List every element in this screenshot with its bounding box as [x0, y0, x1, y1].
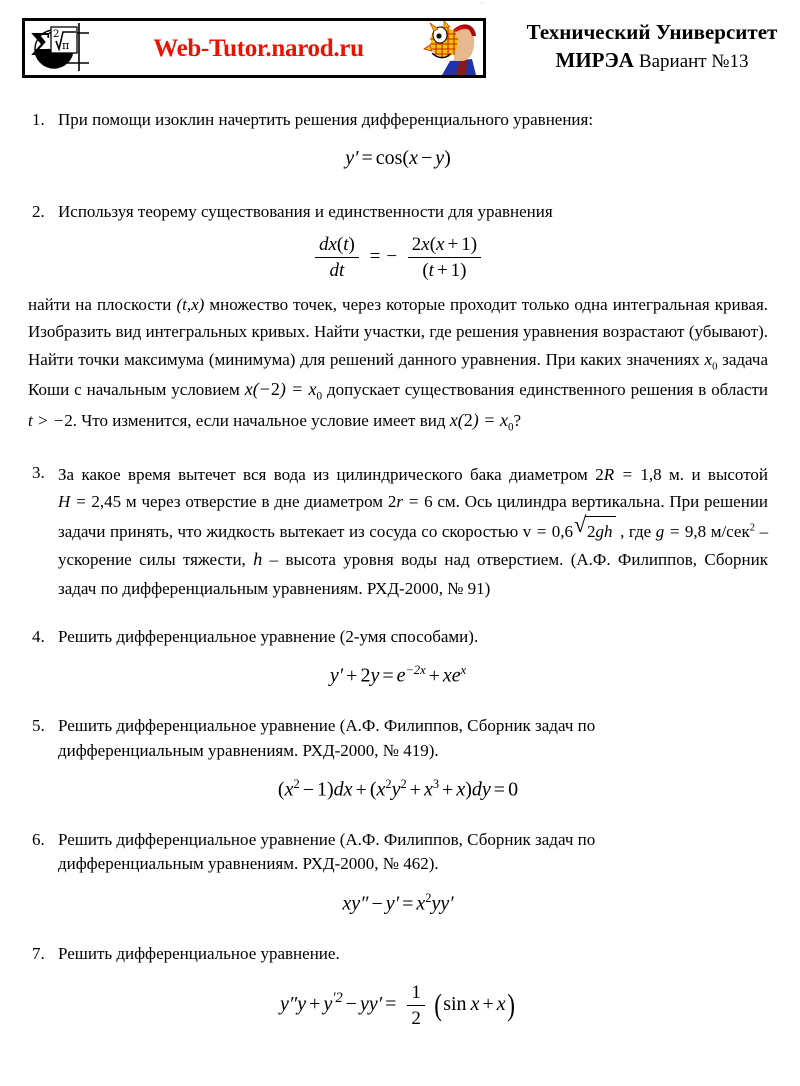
- university-name: Технический Университет: [526, 20, 778, 44]
- sigma-sqrt-pi-logo-icon: [27, 21, 93, 75]
- svg-text:π: π: [62, 39, 70, 52]
- body-text: задача Коши с начальным условием: [28, 349, 769, 400]
- problem-formula: y′ = cos(x − y): [345, 146, 451, 169]
- problem-formula: $y' + 2y = e^{-2x} + xe^x$: [329, 663, 467, 687]
- problem-list: [0, 108, 800, 1029]
- problem-formula: $\frac{dx(t)}{dt}$ = − $\frac{2x(x + 1)}{(t + 1)}$: [28, 234, 768, 281]
- university-abbr: МИРЭА: [555, 47, 634, 72]
- problem-statement: Решить дифференциальное уравнение (А.Ф. Филиппов, Сборник задач по дифференциальным уравнениям. РХД-2000, № 419).: [58, 715, 596, 760]
- body-text: . Что изменится, если начальное условие имеет вид: [72, 411, 446, 431]
- variant-label: Вариант №13: [638, 50, 749, 72]
- problem-number: 5.: [32, 715, 45, 735]
- unit-exponent: 2: [749, 522, 755, 534]
- problem-number: 7.: [32, 943, 45, 963]
- inline-formula: (t,x): [176, 294, 205, 314]
- problem-item: [28, 942, 768, 1029]
- body-text: допускает существования единственного решения в области: [326, 380, 769, 400]
- problem-body: [28, 291, 768, 437]
- body-text: – ускорение силы тяжести,: [58, 521, 769, 570]
- problem-statement: [58, 461, 768, 603]
- body-text: 6 см. Ось цилиндра вертикальна. При решении задачи принять, что жидкость вытекает из сосуда со скоростью: [58, 492, 769, 541]
- scan-artifact: '': [480, 1, 485, 9]
- inline-formula: H = 2,45: [58, 492, 122, 512]
- body-text: , где: [620, 521, 652, 541]
- inline-formula: t > −2: [28, 411, 73, 431]
- problem-statement: При помощи изоклин начертить решения дифференциального уравнения:: [58, 110, 594, 129]
- body-text: – высота уровня воды над отверстием. (А.Ф. Филиппов, Сборник задач по дифференциальным уравнениям. РХД-2000, № 91): [58, 550, 768, 599]
- inline-formula: $x_0$: [704, 349, 718, 373]
- inline-formula: 2R = 1,8: [595, 464, 662, 484]
- svg-text:Σ: Σ: [30, 28, 52, 63]
- body-text: м через отверстие в дне диаметром: [125, 492, 384, 512]
- page-header: [0, 0, 800, 92]
- problem-formula: $(x^2 - 1)dx + (x^2y^2 + x^3 + x)dy = 0$: [277, 777, 519, 801]
- problem-item: [28, 461, 768, 603]
- inline-formula: g = 9,8: [655, 521, 707, 541]
- cartoon-face-icon: [420, 21, 482, 75]
- body-text: За какое время вытечет вся вода из цилиндрического бака диаметром: [58, 464, 588, 484]
- svg-text:2: 2: [53, 29, 60, 40]
- problem-item: [28, 714, 768, 802]
- variant-line: [504, 47, 800, 74]
- problem-number: 2.: [32, 201, 45, 221]
- problem-formula: $xy'' - y' = x^2yy'$: [342, 891, 454, 915]
- problem-number: 6.: [32, 829, 45, 849]
- body-text: множество точек, через которые проходит только одна интегральная кривая. Изобразить вид интегральных кривых. Найти участки, где решения уравнения возрастают (убывают). Найти точки максимума (минимума) для решений данного уравнения. При каких значениях: [28, 294, 769, 369]
- body-text: м. и высотой: [669, 464, 769, 484]
- problem-number: 4.: [32, 626, 45, 646]
- problem-item: [28, 625, 768, 688]
- problem-item: [28, 108, 768, 170]
- problem-statement: Решить дифференциальное уравнение.: [58, 943, 340, 963]
- inline-formula: 2r =: [387, 492, 420, 512]
- banner-title: Web-Tutor.narod.ru: [153, 34, 364, 62]
- problem-statement: Используя теорему существования и единственности для уравнения: [58, 201, 553, 221]
- problem-number: 3.: [32, 462, 45, 482]
- body-text: найти на плоскости: [28, 294, 172, 314]
- problem-item: [28, 828, 768, 916]
- body-text: ?: [513, 411, 522, 431]
- problem-statement: Решить дифференциальное уравнение (2-умя способами).: [58, 626, 479, 646]
- problem-statement: Решить дифференциальное уравнение (А.Ф. Филиппов, Сборник задач по дифференциальным уравнениям. РХД-2000, № 462).: [58, 829, 596, 874]
- problem-item: [28, 200, 768, 437]
- body-text: м/сек: [710, 521, 750, 541]
- inline-formula: $x(-2) = x_0$: [244, 379, 323, 403]
- inline-formula: h: [253, 549, 263, 570]
- problem-number: 1.: [32, 110, 45, 129]
- inline-formula: v = 0,6 √ 2gh: [523, 522, 620, 541]
- site-banner: [22, 18, 486, 78]
- problem-formula: $y''y + y^{'2} - yy'$ = $\frac{1}{2}$ (sin x + x): [280, 982, 515, 1029]
- inline-formula: $x(2) = x_0$: [449, 410, 514, 434]
- university-heading: [504, 18, 800, 73]
